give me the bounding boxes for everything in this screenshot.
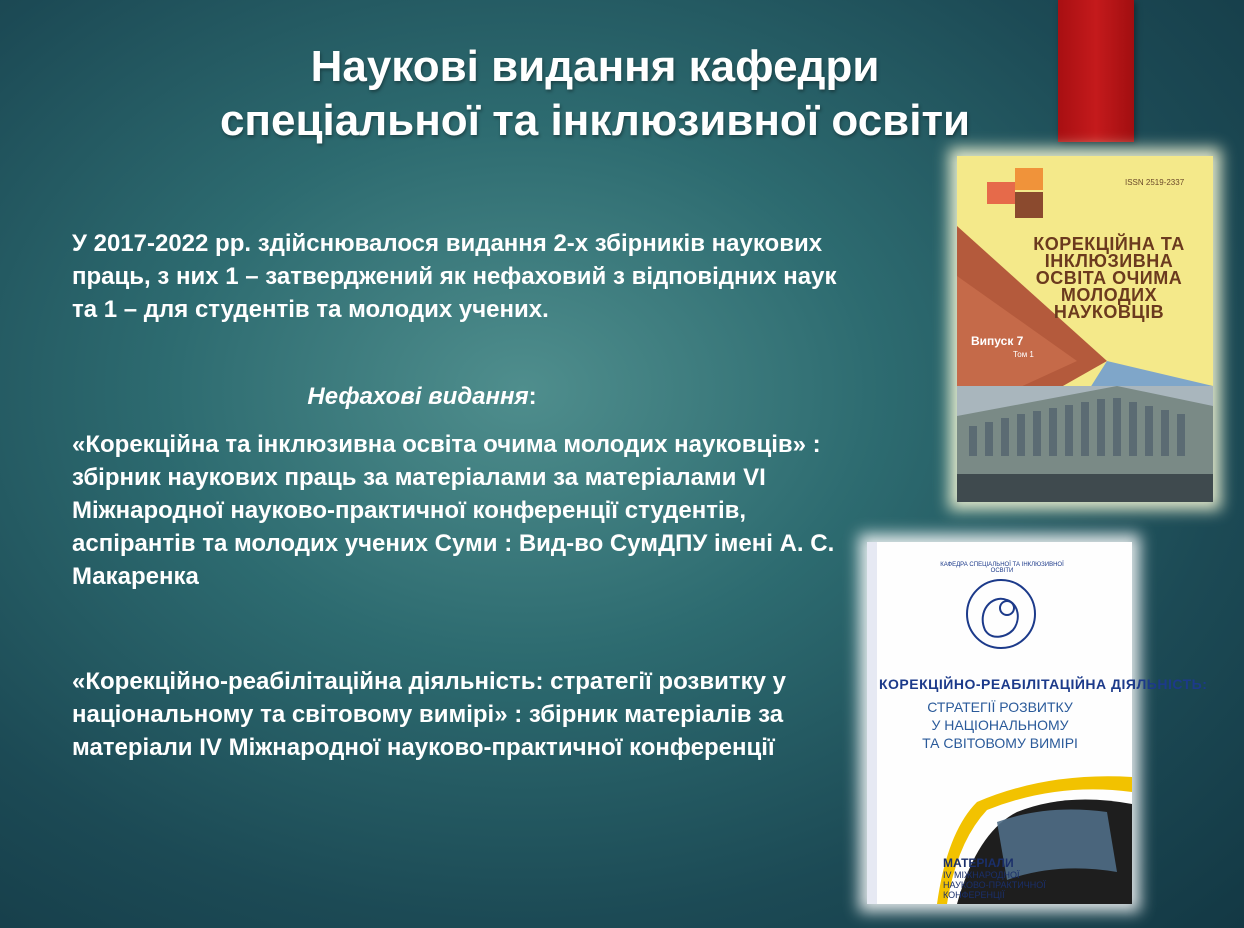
accent-red-bar: [1058, 0, 1134, 142]
publication-2: «Корекційно-реабілітаційна діяльність: стратегії розвитку у національному та світовому вимірі» : збірник матеріалів за матеріали IV Міжнародної науково-практичної конференції: [72, 668, 786, 761]
book-cover-1: [957, 156, 1213, 502]
book-1-issn: ISSN 2519-2337: [1125, 178, 1185, 187]
book-cover-1-art: [957, 156, 1213, 502]
book-2-title: КОРЕКЦІЙНО-РЕАБІЛІТАЦІЙНА ДІЯЛЬНІСТЬ:: [879, 676, 1208, 692]
subheading: [72, 380, 772, 413]
book-2-subtitle: [887, 698, 1113, 752]
intro-paragraph: У 2017-2022 рр. здійснювалося видання 2-х збірників наукових праць, з них 1 – затверджений як нефаховий з відповідних наук та 1 – для студентів та молодих учених.: [72, 230, 837, 323]
book-2-materials-line-1: IV МІЖНАРОДНОЇ: [943, 870, 1020, 880]
book-1-volume: Том 1: [1013, 350, 1034, 359]
book-2-logo-text: КАФЕДРА СПЕЦІАЛЬНОЇ ТА ІНКЛЮЗИВНОЇ ОСВІТИ: [940, 562, 1064, 574]
slide-title-line-1: Наукові видання кафедри: [310, 42, 880, 91]
slide-title: [150, 40, 1040, 148]
book-2-subtitle-line-1: СТРАТЕГІЇ РОЗВИТКУ: [927, 699, 1073, 715]
book-1-title: КОРЕКЦІЙНА ТА ІНКЛЮЗИВНА ОСВІТА ОЧИМА МОЛОДИХ НАУКОВЦІВ: [1033, 234, 1185, 322]
book-cover-2: [867, 542, 1208, 904]
book-2-materials-line-3: КОНФЕРЕНЦІЇ: [943, 890, 1005, 900]
book-2-subtitle-line-2: У НАЦІОНАЛЬНОМУ: [931, 717, 1069, 733]
subheading-text: Нефахові видання: [307, 383, 529, 410]
book-2-materials: МАТЕРІАЛИ: [943, 856, 1014, 870]
slide-title-line-2: спеціальної та інклюзивної освіти: [219, 96, 971, 145]
book-1-issue: Випуск 7: [971, 334, 1024, 348]
subheading-colon: :: [528, 383, 537, 410]
book-2-materials-line-2: НАУКОВО-ПРАКТИЧНОЇ: [943, 880, 1046, 890]
book-2-materials-subtitle: [943, 870, 1046, 900]
publication-1: «Корекційна та інклюзивна освіта очима молодих науковців» : збірник наукових праць за матеріалами за матеріалами VI Міжнародної науково-практичної конференції студентів, аспірантів та молодих учених Суми : Вид-во СумДПУ імені А. С. Макаренка: [72, 431, 835, 590]
book-2-subtitle-line-3: ТА СВІТОВОМУ ВИМІРІ: [922, 735, 1078, 751]
